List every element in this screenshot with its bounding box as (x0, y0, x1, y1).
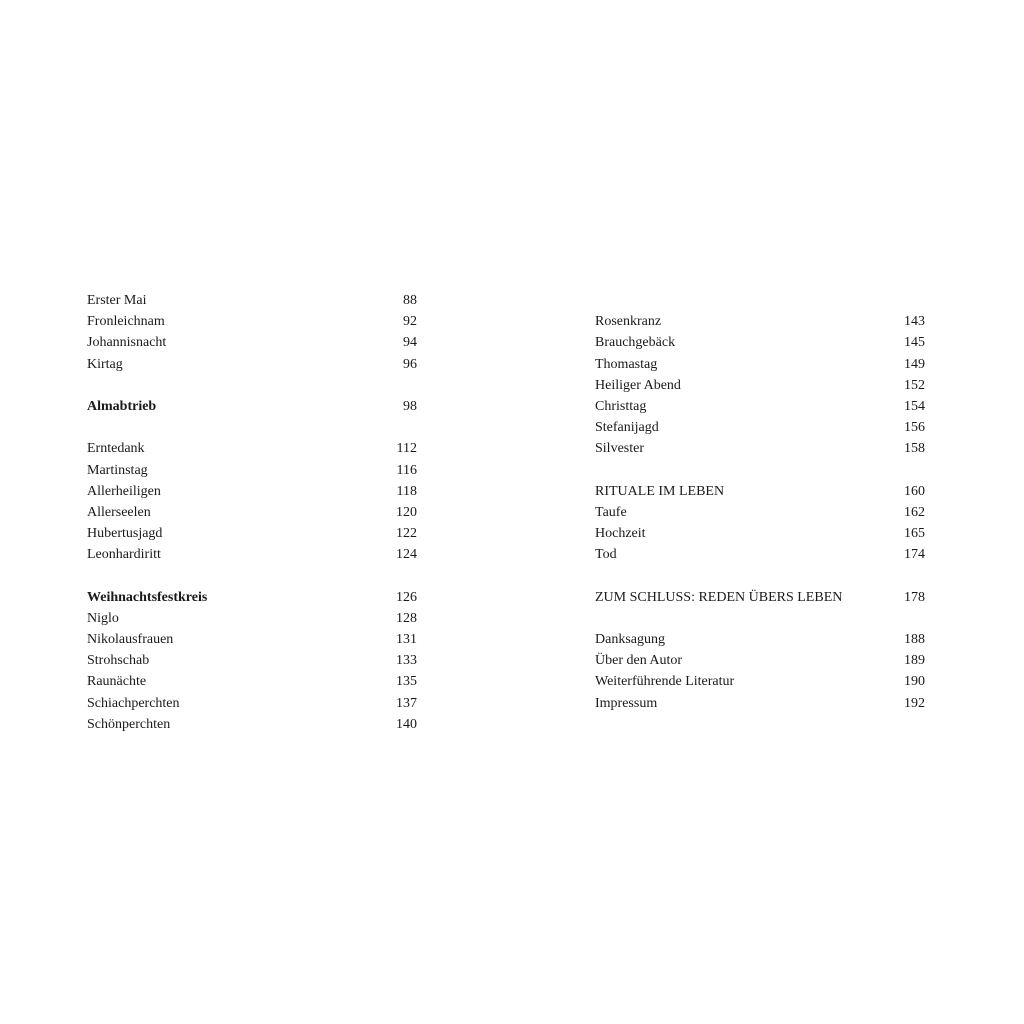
toc-entry-title: Erntedank (87, 441, 145, 457)
toc-entry-title: Schiachperchten (87, 695, 180, 711)
toc-entry-title: Stefanijagd (595, 420, 659, 436)
toc-entry-title: Schönperchten (87, 716, 171, 732)
toc-entry-title: Heiliger Abend (595, 377, 681, 393)
toc-entry (87, 671, 417, 692)
toc-entry-title: Impressum (595, 695, 658, 711)
toc-entry (87, 290, 417, 311)
toc-entry-title: Taufe (595, 504, 627, 520)
toc-entry-title: Raunächte (87, 674, 147, 690)
toc-section-entry (87, 396, 417, 417)
toc-entry (595, 544, 925, 565)
toc-entry-page-number: 94 (403, 335, 417, 351)
toc-entry (595, 354, 925, 375)
toc-entry-title: Christtag (595, 398, 647, 414)
toc-entry-title: Johannisnacht (87, 335, 167, 351)
toc-entry-title: Rosenkranz (595, 314, 662, 330)
toc-entry-page-number: 165 (904, 526, 925, 542)
toc-entry-title: Danksagung (595, 632, 665, 647)
toc-spacer (595, 290, 925, 311)
toc-entry (87, 608, 417, 629)
toc-entry-page-number: 178 (904, 589, 925, 605)
toc-entry-title: Tod (595, 547, 617, 563)
toc-entry-page-number: 152 (904, 377, 925, 393)
toc-entry-title: Kirtag (87, 356, 123, 372)
toc-entry-page-number: 156 (904, 420, 925, 436)
toc-entry (87, 354, 417, 375)
toc-entry-title: Hubertusjagd (87, 526, 163, 542)
toc-entry-title: Silvester (595, 441, 644, 457)
toc-entry-page-number: 140 (396, 716, 417, 732)
toc-entry (595, 311, 925, 332)
toc-entry-title: Weiterführende Literatur (595, 674, 735, 690)
toc-entry (595, 587, 925, 608)
toc-entry-page-number: 188 (904, 632, 925, 647)
toc-entry (595, 332, 925, 353)
toc-entry-page-number: 92 (403, 314, 417, 330)
toc-entry-title: RITUALE IM LEBEN (595, 483, 725, 499)
toc-entry-page-number: 116 (396, 462, 417, 478)
toc-entry (595, 481, 925, 502)
toc-entry-title: Almabtrieb (87, 398, 157, 414)
toc-entry-page-number: 133 (396, 653, 417, 669)
toc-entry (595, 502, 925, 523)
toc-entry (87, 332, 417, 353)
toc-entry-page-number: 137 (396, 695, 417, 711)
toc-entry-page-number: 145 (904, 335, 925, 351)
toc-entry (595, 417, 925, 438)
toc-entry-page-number: 192 (904, 695, 925, 711)
toc-entry (87, 714, 417, 735)
toc-entry (595, 375, 925, 396)
toc-entry-title: Martinstag (87, 462, 148, 478)
toc-spacer (87, 565, 417, 586)
toc-entry-title: Strohschab (87, 653, 150, 669)
toc-spacer (87, 375, 417, 396)
toc-left-column (87, 290, 417, 735)
toc-entry-title: Über den Autor (595, 653, 683, 669)
toc-entry-page-number: 131 (396, 632, 417, 647)
toc-entry (595, 523, 925, 544)
toc-entry-page-number: 160 (904, 483, 925, 499)
toc-entry-title: Allerseelen (87, 504, 151, 520)
toc-entry-page-number: 143 (904, 314, 925, 330)
toc-entry-page-number: 98 (403, 398, 417, 414)
toc-entry (87, 629, 417, 650)
toc-entry (87, 502, 417, 523)
toc-spacer (87, 417, 417, 438)
toc-spacer (595, 565, 925, 586)
toc-entry-page-number: 88 (403, 293, 417, 308)
toc-entry (87, 481, 417, 502)
toc-entry (595, 438, 925, 459)
toc-entry-page-number: 149 (904, 356, 925, 372)
toc-entry-page-number: 118 (396, 483, 417, 499)
toc-entry (87, 693, 417, 714)
toc-entry-page-number: 124 (396, 547, 417, 563)
toc-entry-page-number: 162 (904, 504, 925, 520)
toc-entry-title: ZUM SCHLUSS: REDEN ÜBERS LEBEN (595, 589, 843, 605)
toc-entry-page-number: 135 (396, 674, 417, 690)
toc-entry-title: Niglo (87, 610, 119, 626)
toc-entry-title: Allerheiligen (87, 483, 161, 499)
toc-spacer (595, 460, 925, 481)
toc-right-column (595, 290, 925, 714)
toc-entry-title: Hochzeit (595, 526, 646, 542)
toc-entry (87, 438, 417, 459)
toc-entry-page-number: 128 (396, 610, 417, 626)
toc-entry (87, 523, 417, 544)
toc-entry (87, 650, 417, 671)
toc-entry-title: Thomastag (595, 356, 658, 372)
toc-entry-page-number: 174 (904, 547, 925, 563)
toc-entry-page-number: 122 (396, 526, 417, 542)
toc-entry-title: Nikolausfrauen (87, 632, 174, 647)
toc-entry-page-number: 126 (396, 589, 417, 605)
toc-entry-title: Weihnachtsfestkreis (87, 589, 208, 605)
toc-entry-title: Erster Mai (87, 293, 147, 308)
toc-spacer (595, 608, 925, 629)
toc-entry-page-number: 189 (904, 653, 925, 669)
toc-entry (87, 544, 417, 565)
toc-entry-title: Fronleichnam (87, 314, 165, 330)
toc-entry-page-number: 190 (904, 674, 925, 690)
toc-entry-page-number: 96 (403, 356, 417, 372)
toc-section-entry (87, 587, 417, 608)
toc-entry (595, 396, 925, 417)
toc-entry (595, 650, 925, 671)
toc-entry-page-number: 154 (904, 398, 925, 414)
toc-entry-page-number: 112 (396, 441, 417, 457)
toc-entry (595, 693, 925, 714)
toc-entry-page-number: 158 (904, 441, 925, 457)
toc-entry-title: Leonhardiritt (87, 547, 161, 563)
toc-entry-title: Brauchgebäck (595, 335, 676, 351)
toc-entry (595, 671, 925, 692)
toc-entry (595, 629, 925, 650)
toc-entry-page-number: 120 (396, 504, 417, 520)
toc-entry (87, 311, 417, 332)
toc-entry (87, 460, 417, 481)
